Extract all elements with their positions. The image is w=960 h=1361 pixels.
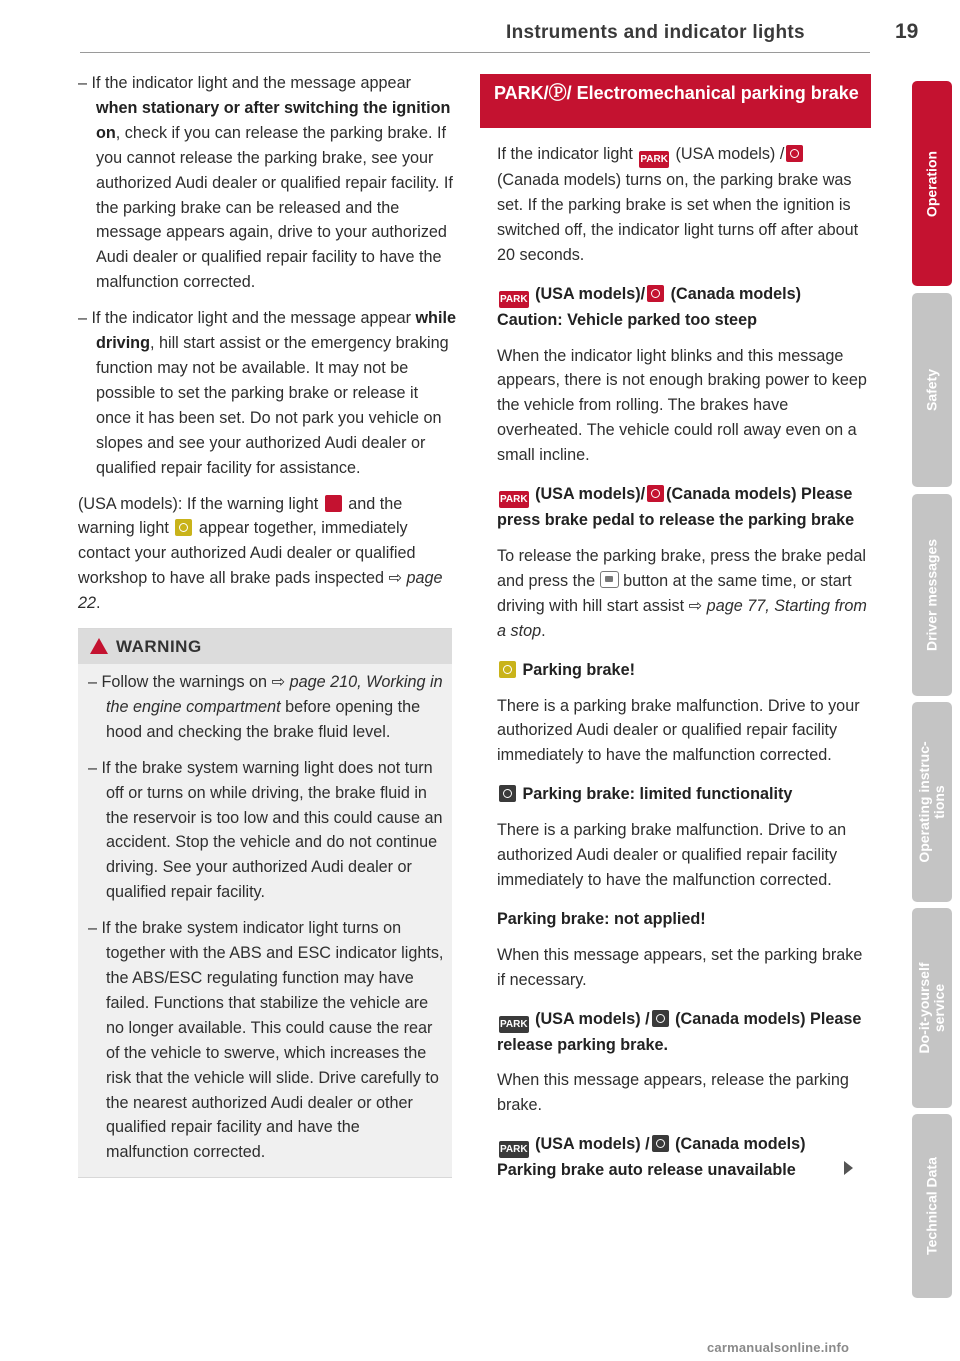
warning-item — [88, 670, 444, 745]
page-link[interactable]: ⇨ page 22 — [78, 569, 443, 613]
tab-label: Safety — [923, 368, 940, 412]
page-link[interactable]: ⇨ page 210, Working in the engine compartment — [106, 673, 443, 716]
warning-triangle-icon — [90, 638, 108, 654]
text: (USA models)/ — [530, 485, 646, 504]
text: (USA models)/ — [530, 284, 646, 303]
text: – Follow the warnings on — [88, 673, 272, 692]
right-column — [497, 142, 869, 1194]
text: Parking brake! — [518, 660, 635, 679]
heading-parking-brake — [497, 658, 869, 683]
paragraph: There is a parking brake malfunction. Drive to an authorized Audi dealer or qualified repair facility immediately to have the malfunction corrected. — [497, 821, 847, 889]
text: (Canada models) turns on, the parking brake was set. If the parking brake is set when the ignition is switched off, the indicator light turns off after about 20 seconds. — [497, 171, 859, 264]
tab-label: Technical Data — [923, 1157, 940, 1255]
parking-brake-button-icon — [600, 571, 619, 588]
warning-title: WARNING — [116, 637, 202, 657]
warning-item: – If the brake system warning light does not turn off or turns on while driving, the brake fluid in the reservoir is too low and this could cause an accident. Stop the vehicle and do not continue driving. See your authorized Audi dealer or qualified repair facility. — [88, 758, 443, 902]
page-link[interactable]: ⇨ page 77, Starting from a stop — [497, 596, 867, 640]
bullet-stationary — [78, 71, 456, 295]
text: appear together, immediately contact your authorized Audi dealer or qualified workshop to have all brake pads inspected — [78, 519, 416, 588]
text: (USA models) / — [670, 145, 785, 163]
tab-driver-messages[interactable] — [912, 494, 952, 696]
text: , check if you can release the parking brake. If you cannot release the parking brake, see your authorized Audi dealer or qualified repair facility. If the parking brake can be released and the message appears again, drive to your authorized Audi dealer or qualified repair facility to have the malfunction corrected. — [96, 123, 453, 292]
parking-brake-fault-icon — [499, 785, 516, 802]
text: – If the indicator light and the message appear — [78, 309, 416, 328]
running-header-title: Instruments and indicator lights — [506, 22, 805, 43]
warning-body — [78, 664, 452, 1177]
heading-auto-release-unavailable — [497, 1132, 869, 1183]
warning-item: – If the brake system indicator light turns on together with the ABS and ESC indicator lights, the ABS/ESC regulating function may have failed. Functions that stabilize the vehicle are no longer available. This could cause the rear of the vehicle to swerve, which increases the risk that the vehicle will slide. Drive carefully to the nearest authorized Audi dealer or other qualified repair facility and have the malfunction corrected. — [88, 919, 444, 1162]
parking-circle-icon — [652, 1135, 669, 1152]
tab-operation[interactable] — [912, 81, 952, 286]
tab-technical-data[interactable] — [912, 1114, 952, 1298]
text: (Canada models) Please press brake pedal to release the parking brake — [497, 485, 855, 530]
text: button at the same time, or start driving with hill start assist — [497, 571, 852, 615]
warning-box — [78, 628, 452, 1178]
text: To release the parking brake, press the brake pedal and press the — [497, 546, 866, 590]
park-icon: PARK — [639, 151, 669, 168]
text: . — [96, 594, 101, 613]
text: (USA models) / — [530, 1009, 650, 1028]
brake-pad-icon — [175, 519, 192, 536]
parking-brake-fault-icon — [499, 661, 516, 678]
usa-models-paragraph — [78, 492, 456, 617]
bullet-driving — [78, 306, 456, 480]
text: (USA models) / — [530, 1135, 650, 1154]
paragraph: When this message appears, set the parking brake if necessary. — [497, 945, 863, 989]
continue-arrow-icon — [844, 1161, 853, 1175]
text: , hill start assist or the emergency braking function may not be available. It may not be possible to set the parking brake or release it once it has been set. Do not park you vehicle on slopes and see your authorized Audi dealer or qualified repair facility for assistance. — [96, 334, 449, 477]
heading-not-applied: Parking brake: not applied! — [497, 909, 706, 928]
warning-header — [78, 629, 452, 664]
page-number: 19 — [895, 20, 919, 43]
emphasis: when stationary or after switching the ignition on — [96, 98, 451, 142]
heading-release-parking-brake — [497, 1007, 869, 1058]
text: (Canada models) Please release parking brake. — [497, 1009, 862, 1054]
watermark: carmanualsonline.info — [707, 1340, 850, 1355]
park-icon: PARK — [499, 291, 529, 308]
text: If the indicator light — [497, 145, 638, 163]
tab-safety[interactable] — [912, 293, 952, 487]
intro-paragraph — [497, 142, 869, 268]
text: (USA models): If the warning light — [78, 494, 323, 513]
tab-label: Do-it-yourself service — [916, 962, 947, 1054]
text: . — [541, 621, 546, 640]
tab-label: Driver messages — [923, 538, 940, 652]
paragraph: When the indicator light blinks and this message appears, there is not enough braking power to keep the vehicle from rolling. The brakes have overheated. The vehicle could roll away even on a small incline. — [497, 346, 867, 465]
park-icon: PARK — [499, 491, 529, 508]
paragraph: There is a parking brake malfunction. Drive to your authorized Audi dealer or qualified repair facility immediately to have the malfunction corrected. — [497, 696, 860, 765]
text: (Canada models) Parking brake auto release unavailable — [497, 1135, 806, 1180]
parking-circle-icon — [647, 485, 664, 502]
parking-circle-icon — [786, 145, 803, 162]
parking-circle-icon — [652, 1010, 669, 1027]
heading-press-brake-pedal — [497, 482, 869, 533]
text: – If the indicator light and the message appear — [78, 74, 411, 92]
header-divider — [80, 52, 870, 53]
text: before opening the hood and checking the brake fluid level. — [106, 697, 421, 741]
park-icon: PARK — [499, 1141, 529, 1158]
park-icon: PARK — [499, 1016, 529, 1033]
heading-limited-functionality — [497, 782, 869, 807]
brake-warning-icon — [325, 495, 342, 512]
paragraph: When this message appears, release the parking brake. — [497, 1071, 849, 1115]
heading-parked-too-steep — [497, 282, 869, 333]
section-title-bar — [480, 74, 871, 128]
text: (Canada models) Caution: Vehicle parked too steep — [497, 284, 802, 329]
emphasis: while driving — [96, 309, 456, 353]
left-column — [78, 71, 456, 1178]
paragraph — [497, 544, 869, 644]
tab-label: Operation — [923, 150, 940, 217]
text: and the warning light — [78, 494, 403, 538]
section-title: PARK/Ⓟ/ Electromechanical parking brake — [494, 83, 859, 103]
tab-label: Operating instruc- tions — [916, 741, 947, 863]
parking-circle-icon — [647, 285, 664, 302]
tab-operating-instructions[interactable] — [912, 702, 952, 902]
text: Parking brake: limited functionality — [518, 785, 793, 804]
tab-do-it-yourself-service[interactable] — [912, 908, 952, 1108]
